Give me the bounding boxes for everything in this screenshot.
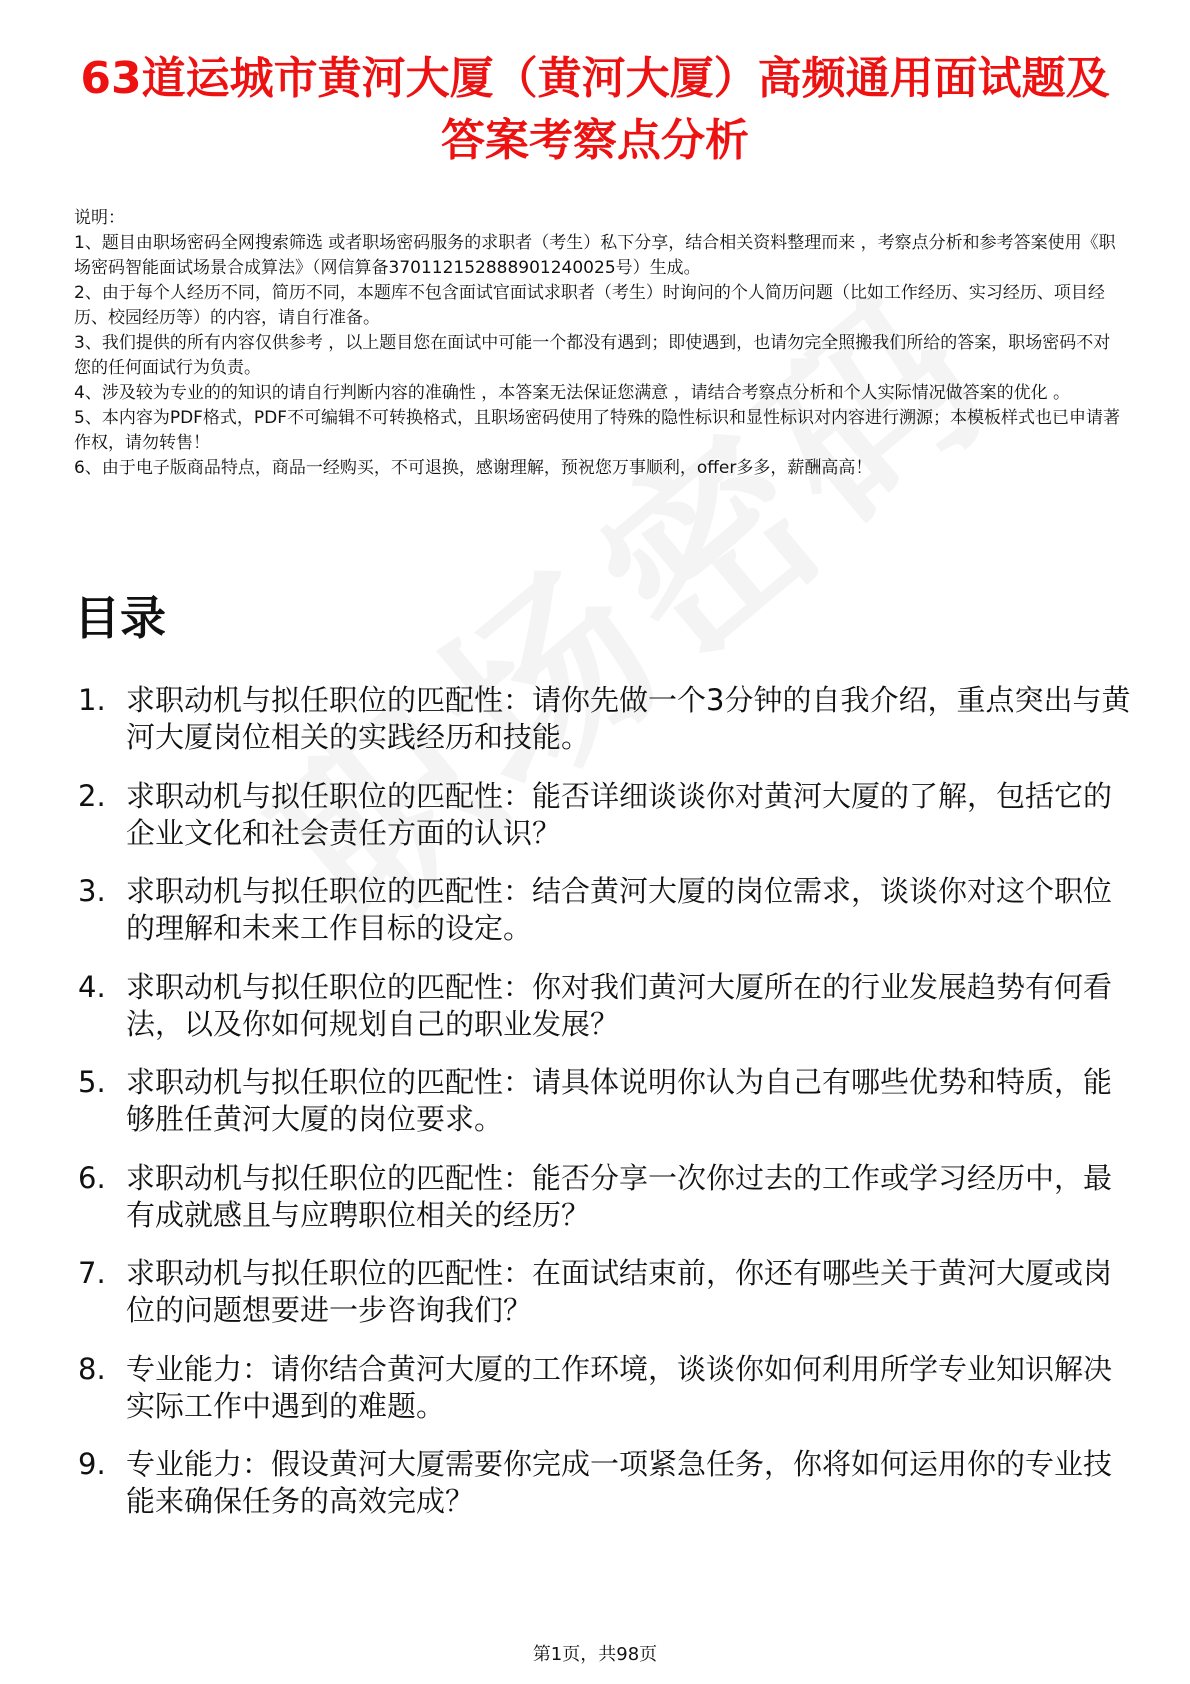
note-item: 3、我们提供的所有内容仅供参考 ，以上题目您在面试中可能一个都没有遇到；即使遇到，也请勿完全照搬我们所给的答案，职场密码不对您的任何面试行为负责。 (74, 333, 1111, 378)
notes-label: 说明： (74, 208, 125, 228)
toc-item[interactable] (74, 969, 1134, 1043)
toc-item[interactable] (74, 1160, 1134, 1234)
toc-item-number: 3. (78, 874, 106, 908)
note-item: 6、由于电子版商品特点，商品一经购买，不可退换，感谢理解，预祝您万事顺利，offer多多，薪酬高高！ (74, 458, 873, 478)
toc-item-text: 专业能力：请你结合黄河大厦的工作环境，谈谈你如何利用所学专业知识解决实际工作中遇到的难题。 (126, 1351, 1113, 1423)
toc-item-text: 求职动机与拟任职位的匹配性：请你先做一个3分钟的自我介绍，重点突出与黄河大厦岗位相关的实践经历和技能。 (126, 683, 1131, 754)
note-item: 4、涉及较为专业的的知识的请自行判断内容的准确性 ，本答案无法保证您满意 ，请结合考察点分析和个人实际情况做答案的优化 。 (74, 383, 1071, 403)
toc-item-number: 8. (78, 1351, 106, 1386)
toc-item-number: 1. (78, 683, 106, 717)
toc-item-text: 求职动机与拟任职位的匹配性：你对我们黄河大厦所在的行业发展趋势有何看法，以及你如何规划自己的职业发展？ (126, 969, 1113, 1041)
page-footer: 第1页，共98页 (532, 1644, 658, 1665)
toc-list (74, 682, 1134, 1542)
toc-item-number: 2. (78, 778, 106, 813)
toc-item[interactable] (74, 1351, 1134, 1425)
toc-item-number: 4. (78, 969, 106, 1004)
toc-item-text: 专业能力：假设黄河大厦需要你完成一项紧急任务，你将如何运用你的专业技能来确保任务的高效完成？ (126, 1447, 1113, 1518)
toc-item-text: 求职动机与拟任职位的匹配性：在面试结束前，你还有哪些关于黄河大厦或岗位的问题想要进一步咨询我们？ (126, 1256, 1113, 1327)
document-title: 63道运城市黄河大厦（黄河大厦）高频通用面试题及答案考察点分析 (80, 53, 1110, 166)
toc-item[interactable] (74, 1255, 1134, 1329)
note-item: 2、由于每个人经历不同，简历不同，本题库不包含面试官面试求职者（考生）时询问的个人简历问题（比如工作经历、实习经历、项目经历、校园经历等）的内容，请自行准备。 (74, 283, 1105, 328)
toc-item[interactable] (74, 873, 1134, 947)
note-item: 1、题目由职场密码全网搜索筛选 或者职场密码服务的求职者（考生）私下分享，结合相关资料整理而来 ，考察点分析和参考答案使用《职场密码智能面试场景合成算法》（网信算备370112152888901240025号）生成。 (74, 233, 1116, 278)
toc-item-number: 9. (78, 1447, 106, 1481)
note-item: 5、本内容为PDF格式，PDF不可编辑不可转换格式，且职场密码使用了特殊的隐性标识和显性标识对内容进行溯源；本模板样式也已申请著作权，请勿转售！ (74, 408, 1121, 453)
toc-item[interactable] (74, 1064, 1134, 1138)
toc-item[interactable] (74, 1446, 1134, 1520)
toc-item-number: 7. (78, 1256, 106, 1290)
toc-item-number: 6. (78, 1160, 106, 1195)
toc-item[interactable] (74, 778, 1134, 852)
toc-item-text: 求职动机与拟任职位的匹配性：能否分享一次你过去的工作或学习经历中，最有成就感且与应聘职位相关的经历？ (126, 1160, 1113, 1232)
toc-item-text: 求职动机与拟任职位的匹配性：能否详细谈谈你对黄河大厦的了解，包括它的企业文化和社会责任方面的认识？ (126, 778, 1113, 850)
toc-item[interactable] (74, 682, 1134, 756)
toc-item-number: 5. (78, 1065, 106, 1099)
toc-heading: 目录 (74, 591, 166, 645)
toc-item-text: 求职动机与拟任职位的匹配性：结合黄河大厦的岗位需求，谈谈你对这个职位的理解和未来工作目标的设定。 (126, 874, 1113, 945)
toc-item-text: 求职动机与拟任职位的匹配性：请具体说明你认为自己有哪些优势和特质，能够胜任黄河大厦的岗位要求。 (126, 1065, 1113, 1136)
notes-section (74, 206, 1124, 481)
